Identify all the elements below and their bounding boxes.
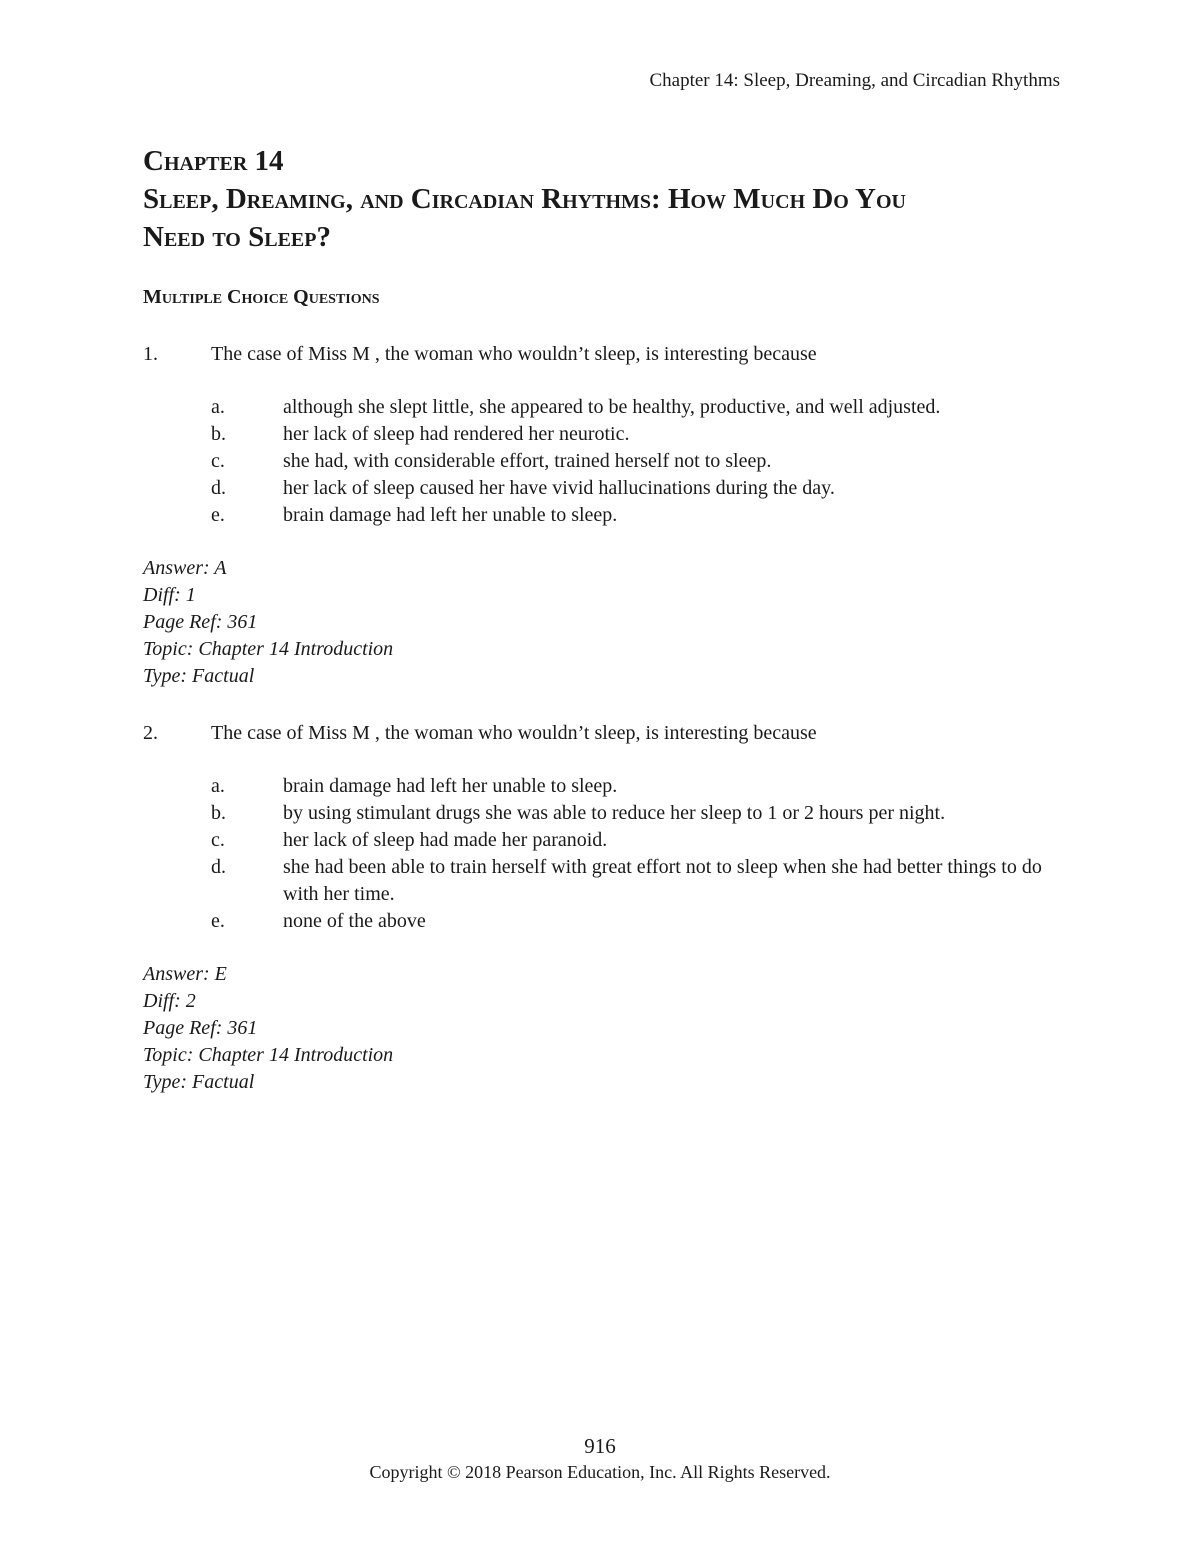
question-stem <box>143 341 1063 368</box>
question-metadata <box>143 961 1063 1096</box>
answer-option <box>211 448 1063 475</box>
answer-option <box>211 421 1063 448</box>
page-ref: Page Ref: 361 <box>143 611 258 633</box>
option-letter: b. <box>211 423 226 445</box>
option-letter: c. <box>211 450 225 472</box>
running-header: Chapter 14: Sleep, Dreaming, and Circadian Rhythms <box>649 70 1060 91</box>
option-text: brain damage had left her unable to sleep. <box>283 775 618 797</box>
option-letter: e. <box>211 910 225 932</box>
chapter-title-line: Need to Sleep? <box>143 221 331 253</box>
option-text: her lack of sleep had rendered her neurotic. <box>283 423 630 445</box>
option-letter: a. <box>211 775 225 797</box>
option-text: she had, with considerable effort, trained herself not to sleep. <box>283 450 772 472</box>
answer-option <box>211 394 1063 421</box>
chapter-title <box>143 142 1073 256</box>
question-text: The case of Miss M , the woman who wouldn’t sleep, is interesting because <box>211 343 817 365</box>
difficulty: Diff: 1 <box>143 584 196 606</box>
answer-option <box>211 502 1063 529</box>
answer-option <box>211 800 1063 827</box>
topic: Topic: Chapter 14 Introduction <box>143 1044 394 1066</box>
question-1 <box>143 341 1063 690</box>
option-letter: a. <box>211 396 225 418</box>
question-2 <box>143 720 1063 1096</box>
option-text: her lack of sleep caused her have vivid hallucinations during the day. <box>283 477 835 499</box>
answer-key: Answer: A <box>143 557 227 579</box>
chapter-title-line: Sleep, Dreaming, and Circadian Rhythms: How Much Do You <box>143 183 906 215</box>
option-text: none of the above <box>283 910 426 932</box>
answer-options <box>143 773 1063 935</box>
page-footer <box>0 1432 1200 1484</box>
page-ref: Page Ref: 361 <box>143 1017 258 1039</box>
option-letter: b. <box>211 802 226 824</box>
option-text: although she slept little, she appeared to be healthy, productive, and well adjusted. <box>283 396 941 418</box>
question-number: 2. <box>143 722 158 744</box>
topic: Topic: Chapter 14 Introduction <box>143 638 394 660</box>
difficulty: Diff: 2 <box>143 990 196 1012</box>
option-text: she had been able to train herself with great effort not to sleep when she had better things to do with her time. <box>283 856 1042 905</box>
option-text: by using stimulant drugs she was able to reduce her sleep to 1 or 2 hours per night. <box>283 802 946 824</box>
chapter-number: Chapter 14 <box>143 145 284 177</box>
option-letter: e. <box>211 504 225 526</box>
answer-option <box>211 908 1063 935</box>
option-text: her lack of sleep had made her paranoid. <box>283 829 608 851</box>
page-number: 916 <box>584 1434 616 1458</box>
answer-option <box>211 773 1063 800</box>
option-letter: c. <box>211 829 225 851</box>
answer-key: Answer: E <box>143 963 227 985</box>
option-letter: d. <box>211 856 226 878</box>
question-type: Type: Factual <box>143 1071 255 1093</box>
question-number: 1. <box>143 343 158 365</box>
answer-option <box>211 854 1063 908</box>
copyright-notice: Copyright © 2018 Pearson Education, Inc. All Rights Reserved. <box>369 1462 831 1482</box>
answer-option <box>211 475 1063 502</box>
option-letter: d. <box>211 477 226 499</box>
question-metadata <box>143 555 1063 690</box>
answer-options <box>143 394 1063 529</box>
section-heading: Multiple Choice Questions <box>143 286 380 308</box>
question-stem <box>143 720 1063 747</box>
question-type: Type: Factual <box>143 665 255 687</box>
answer-option <box>211 827 1063 854</box>
option-text: brain damage had left her unable to sleep. <box>283 504 618 526</box>
question-text: The case of Miss M , the woman who wouldn’t sleep, is interesting because <box>211 722 817 744</box>
